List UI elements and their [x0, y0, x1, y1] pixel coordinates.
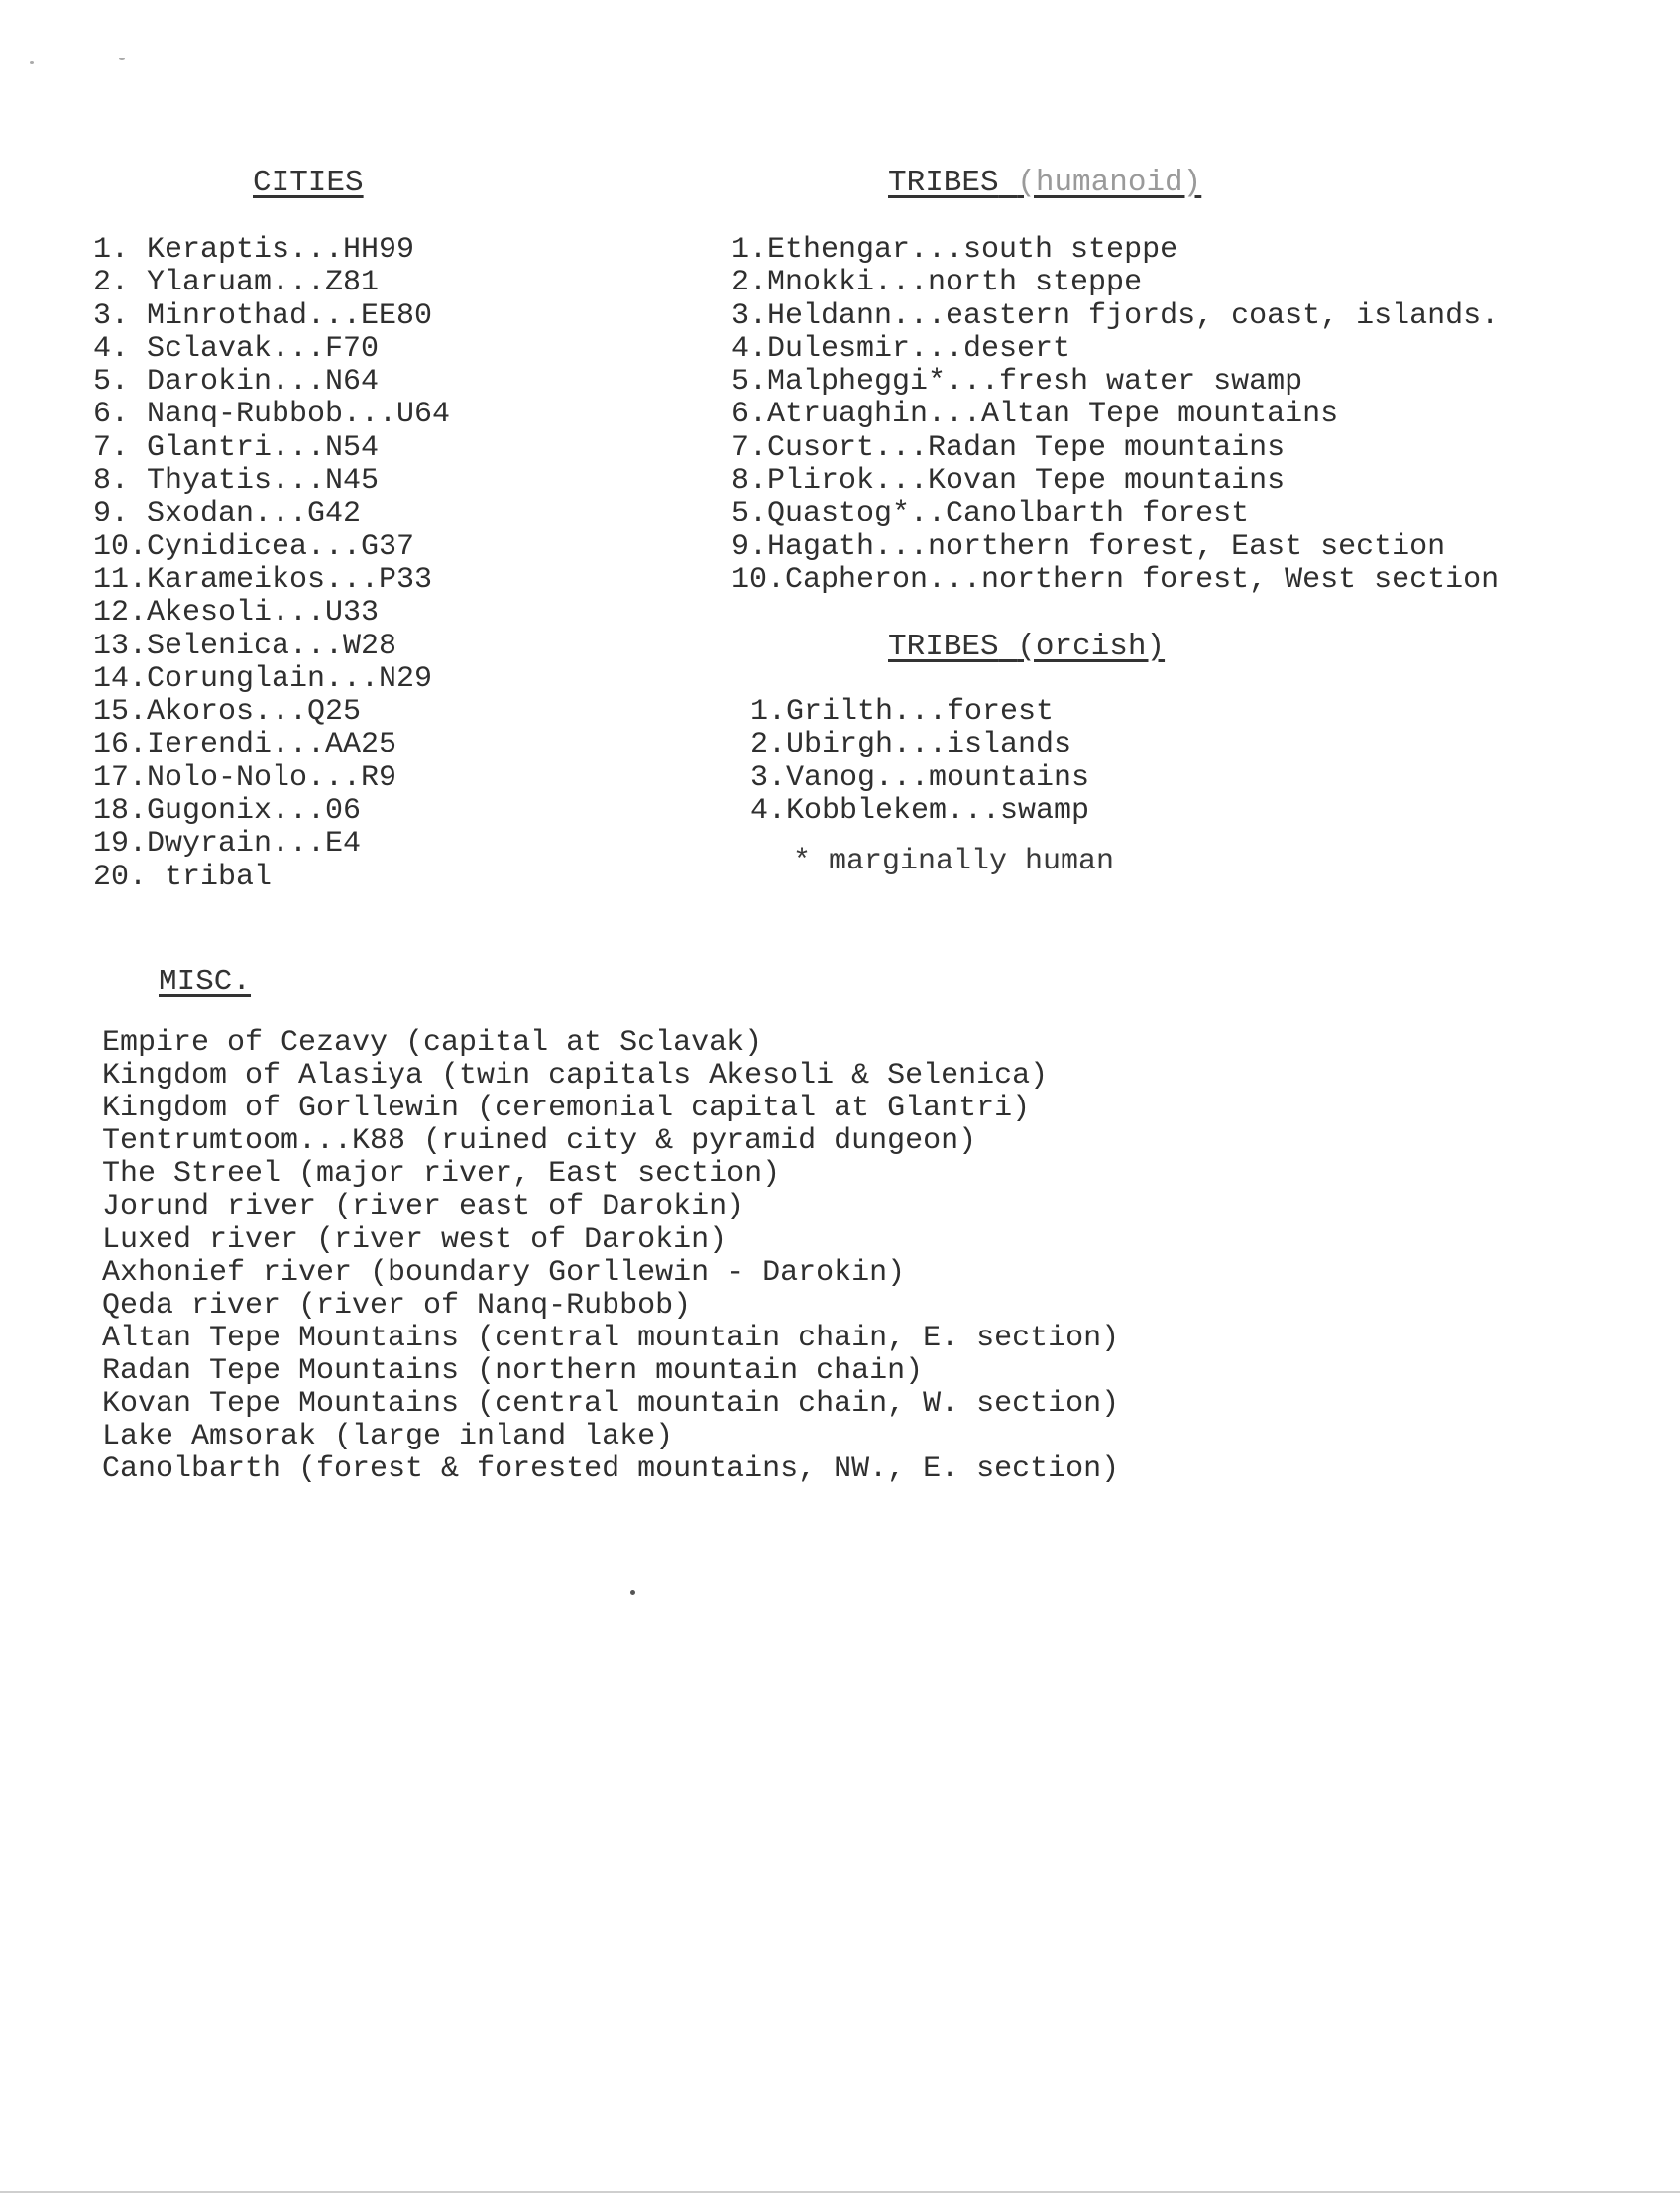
footnote-marginally-human: * marginally human — [793, 845, 1115, 878]
city-entry: 11.Karameikos...P33 — [93, 562, 433, 597]
scan-speck — [630, 1590, 635, 1595]
misc-entry: The Streel (major river, East section) — [102, 1157, 781, 1192]
cities-list — [93, 234, 450, 894]
humanoid-tribe-entry: 5.Malpheggi*...fresh water swamp — [731, 365, 1303, 400]
misc-entry: Empire of Cezavy (capital at Sclavak) — [102, 1026, 763, 1060]
scan-bottom-edge — [0, 2191, 1680, 2193]
tribes-orcish-heading-suffix: (orcish) — [1017, 630, 1166, 664]
tribes-orcish-heading-title: TRIBES — [888, 630, 999, 664]
humanoid-tribe-entry: 9.Hagath...northern forest, East section — [731, 529, 1446, 564]
misc-entry: Luxed river (river west of Darokin) — [102, 1222, 728, 1257]
tribes-orcish-list — [750, 696, 1089, 828]
tribes-humanoid-heading-title: TRIBES — [888, 166, 999, 200]
humanoid-tribe-entry: 5.Quastog*..Canolbarth forest — [731, 497, 1250, 531]
city-entry: 5. Darokin...N64 — [93, 365, 380, 400]
city-entry: 16.Ierendi...AA25 — [93, 728, 397, 762]
misc-entry: Jorund river (river east of Darokin) — [102, 1190, 745, 1224]
misc-entry: Kovan Tepe Mountains (central mountain chain, W. section) — [102, 1387, 1120, 1422]
city-entry: 9. Sxodan...G42 — [93, 497, 362, 531]
city-entry: 4. Sclavak...F70 — [93, 331, 380, 366]
city-entry: 19.Dwyrain...E4 — [93, 827, 362, 862]
orcish-tribe-entry: 2.Ubirgh...islands — [750, 728, 1072, 762]
city-entry: 17.Nolo-Nolo...R9 — [93, 760, 397, 795]
misc-entry: Radan Tepe Mountains (northern mountain chain) — [102, 1353, 924, 1388]
tribes-humanoid-heading — [888, 167, 1201, 200]
orcish-tribe-entry: 1.Grilth...forest — [750, 695, 1055, 729]
city-entry: 12.Akesoli...U33 — [93, 596, 380, 631]
misc-entry: Lake Amsorak (large inland lake) — [102, 1420, 674, 1454]
misc-entry: Altan Tepe Mountains (central mountain chain, E. section) — [102, 1321, 1120, 1355]
city-entry: 13.Selenica...W28 — [93, 629, 397, 663]
cities-heading: CITIES — [253, 166, 364, 200]
misc-entry: Qeda river (river of Nanq-Rubbob) — [102, 1288, 692, 1323]
humanoid-tribe-entry: 10.Capheron...northern forest, West section — [731, 562, 1500, 597]
city-entry: 20. tribal — [93, 860, 273, 894]
scan-speck — [30, 61, 34, 64]
humanoid-tribe-entry: 8.Plirok...Kovan Tepe mountains — [731, 464, 1286, 499]
scan-speck — [119, 58, 125, 60]
city-entry: 7. Glantri...N54 — [93, 430, 380, 465]
humanoid-tribe-entry: 2.Mnokki...north steppe — [731, 266, 1143, 300]
city-entry: 6. Nanq-Rubbob...U64 — [93, 398, 451, 432]
misc-entry: Canolbarth (forest & forested mountains, NW., E. section) — [102, 1452, 1120, 1487]
city-entry: 2. Ylaruam...Z81 — [93, 266, 380, 300]
orcish-tribe-entry: 3.Vanog...mountains — [750, 760, 1090, 795]
humanoid-tribe-entry: 3.Heldann...eastern fjords, coast, islands. — [731, 298, 1500, 333]
city-entry: 1. Keraptis...HH99 — [93, 233, 415, 267]
city-entry: 3. Minrothad...EE80 — [93, 298, 433, 333]
orcish-tribe-entry: 4.Kobblekem...swamp — [750, 793, 1090, 828]
misc-entry: Axhonief river (boundary Gorllewin - Darokin) — [102, 1255, 906, 1290]
humanoid-tribe-entry: 7.Cusort...Radan Tepe mountains — [731, 430, 1286, 465]
misc-entry: Kingdom of Alasiya (twin capitals Akesoli & Selenica) — [102, 1059, 1049, 1094]
humanoid-tribe-entry: 6.Atruaghin...Altan Tepe mountains — [731, 398, 1339, 432]
tribes-humanoid-heading-suffix: (humanoid) — [1017, 166, 1202, 200]
city-entry: 10.Cynidicea...G37 — [93, 529, 415, 564]
misc-heading: MISC. — [159, 965, 252, 999]
misc-entry: Tentrumtoom...K88 (ruined city & pyramid dungeon) — [102, 1124, 977, 1159]
tribes-orcish-heading — [888, 631, 1165, 664]
humanoid-tribe-entry: 4.Dulesmir...desert — [731, 331, 1071, 366]
city-entry: 14.Corunglain...N29 — [93, 661, 433, 696]
tribes-humanoid-list — [731, 234, 1499, 597]
humanoid-tribe-entry: 1.Ethengar...south steppe — [731, 233, 1178, 267]
misc-list — [102, 1027, 1119, 1486]
city-entry: 18.Gugonix...06 — [93, 794, 362, 829]
city-entry: 15.Akoros...Q25 — [93, 695, 362, 730]
misc-entry: Kingdom of Gorllewin (ceremonial capital at Glantri) — [102, 1092, 1031, 1126]
city-entry: 8. Thyatis...N45 — [93, 464, 380, 499]
